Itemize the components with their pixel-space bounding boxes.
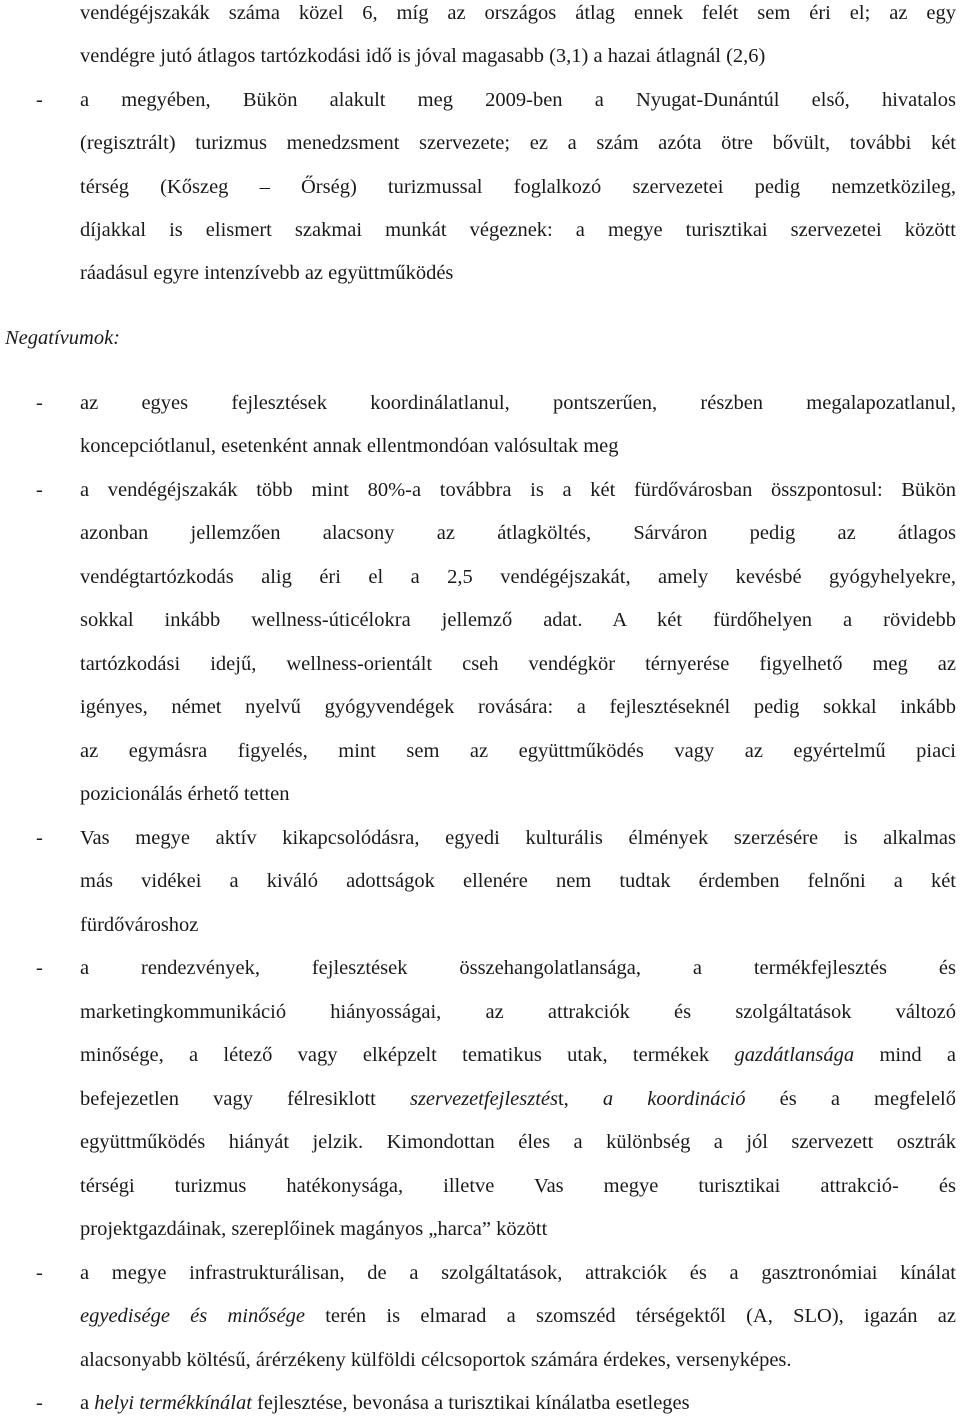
negative-4-line-7: projektgazdáinak, szereplőinek magányos „harca” között [80, 1218, 548, 1240]
negative-4-line-6: térségi turizmus hatékonysága, illetve Vas megye turisztikai attrakció- és [80, 1175, 956, 1197]
negative-1-line-1: az egyes fejlesztések koordinálatlanul, pontszerűen, részben megalapozatlanul, [80, 392, 956, 414]
text-run: minősége, a létező vagy elképzelt tematikus utak, termékek [80, 1044, 735, 1066]
negative-4-line-4 [80, 1084, 956, 1114]
negative-2-line-1: a vendégéjszakák több mint 80%-a továbbra is a két fürdővárosban összpontosul: Bükön [80, 479, 956, 501]
bullet-dash: - [36, 827, 43, 849]
text-run: terén is elmarad a szomszéd térségektől (A, SLO), igazán az [304, 1305, 956, 1327]
negative-4-line-2: marketingkommunikáció hiányosságai, az attrakciók és szolgáltatások változó [80, 1001, 956, 1023]
italic-run: szervezetfejlesztés [409, 1088, 558, 1110]
bullet-dash: - [36, 479, 43, 501]
negative-2-line-8: pozicionálás érhető tetten [80, 783, 290, 805]
negative-5-line-2 [80, 1301, 956, 1331]
text-run: és a megfelelő [745, 1088, 956, 1110]
italic-run: a koordináció [602, 1088, 746, 1110]
bullet-dash: - [36, 392, 43, 414]
negative-2-line-7: az egymásra figyelés, mint sem az együttműködés vagy az egyértelmű piaci [80, 740, 956, 762]
bullet-dash: - [36, 1392, 43, 1414]
italic-run: helyi termékkínálat [94, 1392, 252, 1414]
negative-3-line-3: fürdővároshoz [80, 914, 199, 936]
negatives-heading: Negatívumok: [5, 327, 120, 349]
bullet-dash: - [36, 957, 43, 979]
bullet-dash: - [36, 89, 43, 111]
text-run: befejezetlen vagy félresiklott [80, 1088, 410, 1110]
text-run: mind a [854, 1044, 956, 1066]
negative-2-line-6: igényes, német nyelvű gyógyvendégek rovására: a fejlesztéseknél pedig sokkal inkább [80, 696, 956, 718]
negative-3-line-2: más vidékei a kiváló adottságok ellenére nem tudtak érdemben felnőni a két [80, 870, 956, 892]
italic-run: gazdátlansága [734, 1044, 855, 1066]
negative-2-line-3: vendégtartózkodás alig éri el a 2,5 vendégéjszakát, amely kevésbé gyógyhelyekre, [80, 566, 956, 588]
positive-line-3: térség (Kőszeg – Őrség) turizmussal foglalkozó szervezetei pedig nemzetközileg, [80, 176, 956, 198]
negative-5-line-3: alacsonyabb költésű, árérzékeny külföldi célcsoportok számára érdekes, versenyképes. [80, 1349, 792, 1371]
text-run: fejlesztése, bevonása a turisztikai kínálatba esetleges [251, 1392, 690, 1414]
text-run: a [80, 1392, 95, 1414]
negative-5-line-1: a megye infrastrukturálisan, de a szolgáltatások, attrakciók és a gasztronómiai kínálat [80, 1262, 956, 1284]
italic-run: egyedisége és minősége [80, 1305, 305, 1327]
negative-3-line-1: Vas megye aktív kikapcsolódásra, egyedi kulturális élmények szerzésére is alkalmas [80, 827, 956, 849]
negative-4-line-1: a rendezvények, fejlesztések összehangolatlansága, a termékfejlesztés és [80, 957, 956, 979]
negative-1-line-2: koncepciótlanul, esetenként annak ellentmondóan valósultak meg [80, 435, 619, 457]
positive-line-1: a megyében, Bükön alakult meg 2009-ben a Nyugat-Dunántúl első, hivatalos [80, 89, 956, 111]
negative-2-line-5: tartózkodási idejű, wellness-orientált cseh vendégkör térnyerése figyelhető meg az [80, 653, 956, 675]
text-run: t, [557, 1088, 603, 1110]
negative-6-line-1 [80, 1388, 956, 1418]
negative-4-line-5: együttműködés hiányát jelzik. Kimondottan éles a különbség a jól szervezett osztrák [80, 1131, 956, 1153]
positive-line-4: díjakkal is elismert szakmai munkát végeznek: a megye turisztikai szervezetei között [80, 219, 956, 241]
positive-line-2: (regisztrált) turizmus menedzsment szervezete; ez a szám azóta ötre bővült, további két [80, 132, 956, 154]
intro-line-1: vendégéjszakák száma közel 6, míg az országos átlag ennek felét sem éri el; az egy [80, 2, 956, 24]
positive-line-5: ráadásul egyre intenzívebb az együttműködés [80, 262, 454, 284]
intro-line-2: vendégre jutó átlagos tartózkodási idő is jóval magasabb (3,1) a hazai átlagnál (2,6) [80, 45, 766, 67]
negative-2-line-4: sokkal inkább wellness-úticélokra jellemző adat. A két fürdőhelyen a rövidebb [80, 609, 956, 631]
negative-4-line-3 [80, 1040, 956, 1070]
bullet-dash: - [36, 1262, 43, 1284]
negative-2-line-2: azonban jellemzően alacsony az átlagköltés, Sárváron pedig az átlagos [80, 522, 956, 544]
